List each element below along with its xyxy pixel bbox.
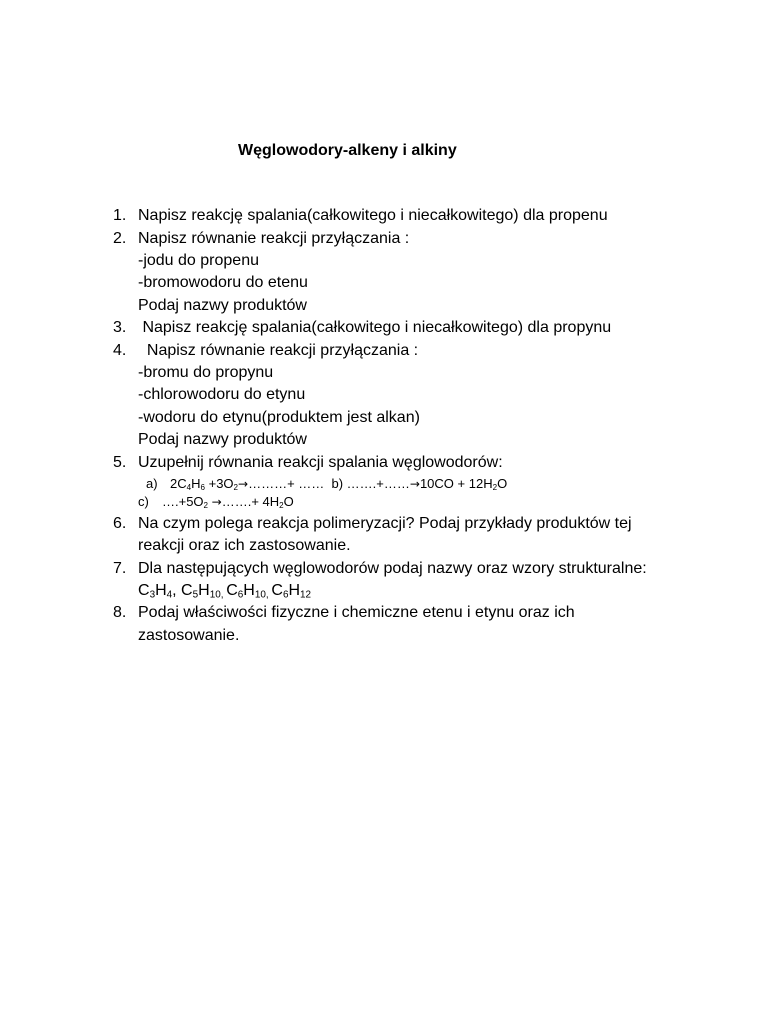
item-2-number: 2.: [113, 230, 127, 247]
item-5-sub-c-label: c): [138, 494, 149, 509]
item-2-text: Napisz równanie reakcji przyłączania :: [138, 230, 410, 247]
item-5-sub-a-label: a): [146, 476, 158, 491]
item-1-number: 1.: [113, 207, 127, 224]
document-title: Węglowodory-alkeny i alkiny: [238, 142, 457, 159]
item-4-line-3: -chlorowodoru do etynu: [138, 386, 306, 403]
item-1-text: Napisz reakcję spalania(całkowitego i niecałkowitego) dla propenu: [138, 207, 608, 224]
item-4-line-5: Podaj nazwy produktów: [138, 431, 307, 448]
item-4-line-2: -bromu do propynu: [138, 364, 274, 381]
item-2-line-2: -jodu do propenu: [138, 252, 259, 269]
item-8-line-2: zastosowanie.: [138, 627, 240, 644]
item-7-formulas: $C_3H_4$, $C_5H_{10,}$ $C_6H_{10,}$ $C_6H_{12}$: [138, 582, 312, 601]
item-7-text: Dla następujących węglowodorów podaj nazwy oraz wzory strukturalne:: [138, 560, 647, 577]
item-7-number: 7.: [113, 560, 127, 577]
item-3-text: Napisz reakcję spalania(całkowitego i niecałkowitego) dla propynu: [138, 319, 612, 336]
item-2-line-4: Podaj nazwy produktów: [138, 297, 307, 314]
item-3-number: 3.: [113, 319, 127, 336]
item-2-line-3: -bromowodoru do etenu: [138, 274, 308, 291]
arrow-icon: →: [238, 477, 249, 491]
item-8-text: Podaj właściwości fizyczne i chemiczne etenu i etynu oraz ich: [138, 604, 575, 621]
item-4-number: 4.: [113, 342, 127, 359]
item-5-sub-a-equation: $2C_4H_6$ $+3O_2\to\dots\dots\dots+$ …… b) …….+……→10CO + $12H_2O$: [170, 476, 508, 492]
item-6-line-2: reakcji oraz ich zastosowanie.: [138, 537, 351, 554]
item-6-number: 6.: [113, 515, 127, 532]
arrow-icon: →: [211, 495, 222, 509]
item-4-text: Napisz równanie reakcji przyłączania :: [138, 342, 419, 359]
item-5-sub-c-equation: $\dots.+5O_2$ →…….+ $4H_2O$: [162, 494, 294, 510]
item-6-text: Na czym polega reakcja polimeryzacji? Podaj przykłady produktów tej: [138, 515, 632, 532]
item-5-number: 5.: [113, 454, 127, 471]
item-8-number: 8.: [113, 604, 127, 621]
item-4-line-4: -wodoru do etynu(produktem jest alkan): [138, 409, 420, 426]
item-5-text: Uzupełnij równania reakcji spalania węglowodorów:: [138, 454, 503, 471]
arrow-icon: →: [409, 477, 420, 491]
